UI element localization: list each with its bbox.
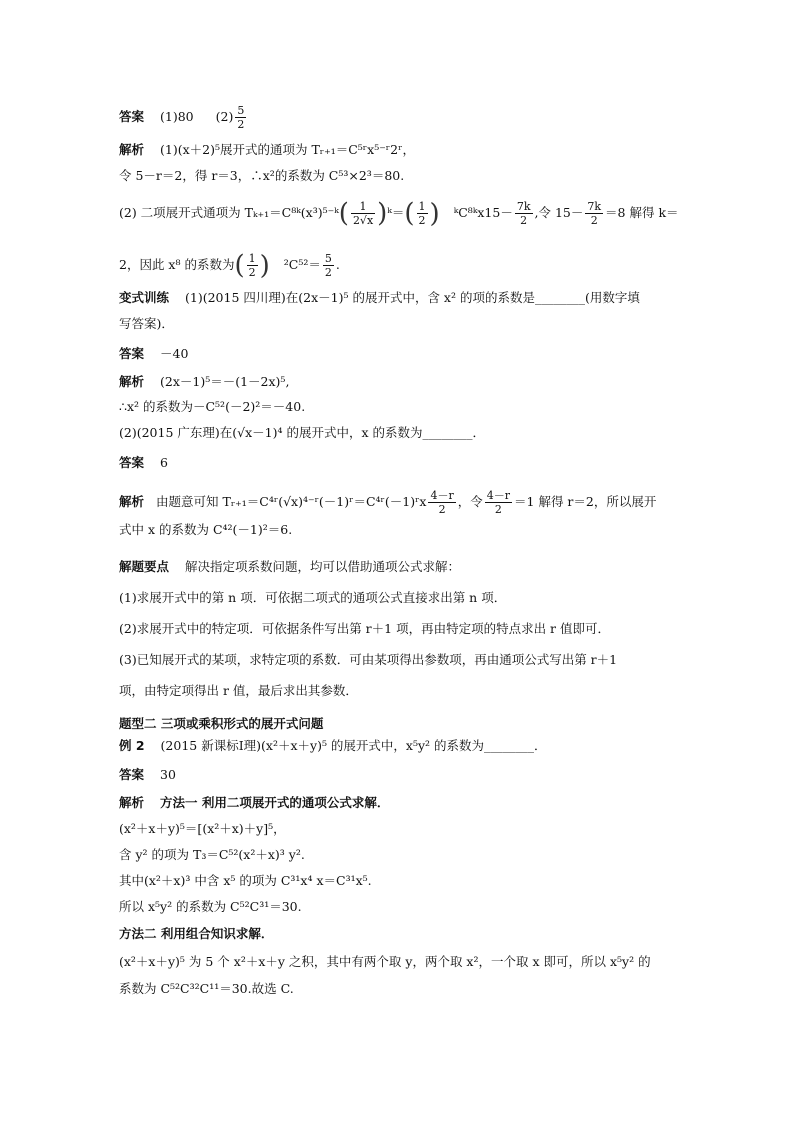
- method-1-step-1: (x²＋x＋y)⁵＝[(x²＋x)＋y]⁵，: [119, 821, 286, 836]
- analysis-part: .: [335, 257, 340, 272]
- variant-question-1-cont: 写答案)．: [119, 316, 174, 331]
- variant-analysis-2: [119, 489, 694, 516]
- keypoint-1: (1)求展开式中的第 n 项．可依据二项式的通项公式直接求出第 n 项．: [119, 590, 507, 605]
- answer-fraction: $\frac{5}{2}$: [237, 104, 245, 131]
- variant-analysis-1: [119, 374, 694, 390]
- section-title: 题型二 三项或乘积形式的展开式问题: [119, 716, 324, 731]
- variant-label: 变式训练: [119, 290, 170, 305]
- analysis-text: (1)(x＋2)⁵展开式的通项为 Tᵣ₊₁＝C⁵ʳx⁵⁻ʳ2ʳ，: [160, 142, 415, 157]
- answer-text-1: (1)80: [160, 109, 194, 124]
- analysis-part: ＝8 解得 k＝: [605, 205, 679, 220]
- example-label: 例 2: [119, 738, 145, 753]
- variant-analysis-1-line-2: ∴x² 的系数为－C⁵²(－2)²＝－40.: [119, 399, 306, 414]
- fraction: $\frac{7k}{2}$: [516, 200, 531, 227]
- answer-label: 答案: [119, 346, 145, 361]
- example-2: [119, 738, 694, 754]
- analysis-label: 解析: [119, 374, 145, 389]
- example-text: (2015 新课标Ⅰ理)(x²＋x＋y)⁵ 的展开式中，x⁵y² 的系数为________．: [160, 738, 547, 753]
- keypoint-3: (3)已知展开式的某项，求特定项的系数．可由某项得出参数项，再由通项公式写出第 r＋1: [119, 652, 618, 667]
- keypoint-3-cont: 项，由特定项得出 r 值，最后求出其参数．: [119, 683, 358, 698]
- answer-text-2: (2): [215, 109, 234, 124]
- fraction: $\frac{1}{2}$: [248, 252, 256, 279]
- method-1-heading: 方法一 利用二项展开式的通项公式求解．: [160, 795, 390, 810]
- analysis-part: ,令 15－: [534, 205, 584, 220]
- analysis-part: 由题意可知 Tᵣ₊₁＝C⁴ʳ(√x)⁴⁻ʳ(－1)ʳ＝C⁴ʳ(－1)ʳx: [156, 494, 427, 509]
- analysis-part: ，令: [457, 494, 483, 509]
- answer-line-1: [119, 104, 694, 131]
- fraction: $\frac{5}{2}$: [324, 252, 332, 279]
- answer-value: 6: [160, 455, 168, 470]
- analysis-line-2: 令 5－r＝2，得 r＝3，∴x²的系数为 C⁵³×2³＝80.: [119, 168, 405, 183]
- method-2-heading: 方法二 利用组合知识求解．: [119, 926, 274, 941]
- method-1-step-3: 其中(x²＋x)³ 中含 x⁵ 的项为 C³¹x⁴ x＝C³¹x⁵.: [119, 873, 372, 888]
- example-2-answer: [119, 767, 694, 783]
- analysis-label: 解析: [119, 494, 145, 509]
- method-1-step-2: 含 y² 的项为 T₃＝C⁵²(x²＋x)³ y².: [119, 847, 305, 862]
- variant-analysis-2-line-2: 式中 x 的系数为 C⁴²(－1)²＝6.: [119, 522, 293, 537]
- method-1-step-4: 所以 x⁵y² 的系数为 C⁵²C³¹＝30.: [119, 899, 302, 914]
- analysis-part: ²C⁵²＝: [283, 257, 321, 272]
- analysis-part: (2) 二项展开式通项为 Tₖ₊₁＝C⁸ᵏ(x³)⁵⁻ᵏ: [119, 205, 339, 220]
- analysis-part: ᵏ＝: [387, 205, 405, 220]
- variant-question-1: [119, 290, 694, 306]
- keypoints-label: 解题要点: [119, 559, 170, 574]
- fraction: $\frac{1}{2√x}$: [352, 200, 374, 227]
- fraction: $\frac{7k}{2}$: [587, 200, 602, 227]
- analysis-part: ＝1 解得 r＝2，所以展开: [514, 494, 657, 509]
- analysis-part: ᵏC⁸ᵏx15－: [453, 205, 513, 220]
- fraction: $\frac{1}{2}$: [418, 200, 426, 227]
- keypoints-text: 解决指定项系数问题，均可以借助通项公式求解：: [185, 559, 461, 574]
- analysis-label: 解析: [119, 142, 145, 157]
- answer-label: 答案: [119, 109, 145, 124]
- analysis-label: 解析: [119, 795, 145, 810]
- fraction: $\frac{4-r}{2}$: [486, 489, 511, 516]
- analysis-line-4: 2，因此 x⁸ 的系数为( $\frac{1}{2}$ ) ²C⁵²＝ $\frac{5}{2}$ .: [119, 250, 340, 281]
- fraction: $\frac{4-r}{2}$: [430, 489, 454, 516]
- answer-value: －40: [160, 346, 189, 361]
- analysis-text: (2x－1)⁵＝－(1－2x)⁵,: [160, 374, 290, 389]
- variant-answer-2: [119, 455, 694, 471]
- answer-label: 答案: [119, 767, 145, 782]
- method-2-line-2: 系数为 C⁵²C³²C¹¹＝30.故选 C.: [119, 981, 294, 996]
- answer-label: 答案: [119, 455, 145, 470]
- variant-answer-1: [119, 346, 694, 362]
- example-2-analysis: [119, 795, 694, 811]
- variant-text: (1)(2015 四川理)在(2x－1)⁵ 的展开式中，含 x² 的项的系数是________(用数字填: [185, 290, 640, 305]
- keypoints-intro: [119, 559, 694, 575]
- method-2-line-1: (x²＋x＋y)⁵ 为 5 个 x²＋x＋y 之积，其中有两个取 y，两个取 x²，一个取 x 即可，所以 x⁵y² 的: [119, 954, 651, 969]
- analysis-line-3: (2) 二项展开式通项为 Tₖ₊₁＝C⁸ᵏ(x³)⁵⁻ᵏ( $\frac{1}{2√x}$ )ᵏ＝( $\frac{1}{2}$ ) ᵏC⁸ᵏx15－ $\frac{7k}{2}$ ,令 15－ $\frac{7k}{2}$ ＝8 解得 k＝: [119, 198, 679, 229]
- variant-question-2: (2)(2015 广东理)在(√x－1)⁴ 的展开式中，x 的系数为________．: [119, 425, 485, 440]
- keypoint-2: (2)求展开式中的特定项．可依据条件写出第 r＋1 项，再由特定项的特点求出 r 值即可．: [119, 621, 611, 636]
- answer-value: 30: [160, 767, 176, 782]
- analysis-part: 2，因此 x⁸ 的系数为: [119, 257, 235, 272]
- analysis-line-1: [119, 142, 694, 158]
